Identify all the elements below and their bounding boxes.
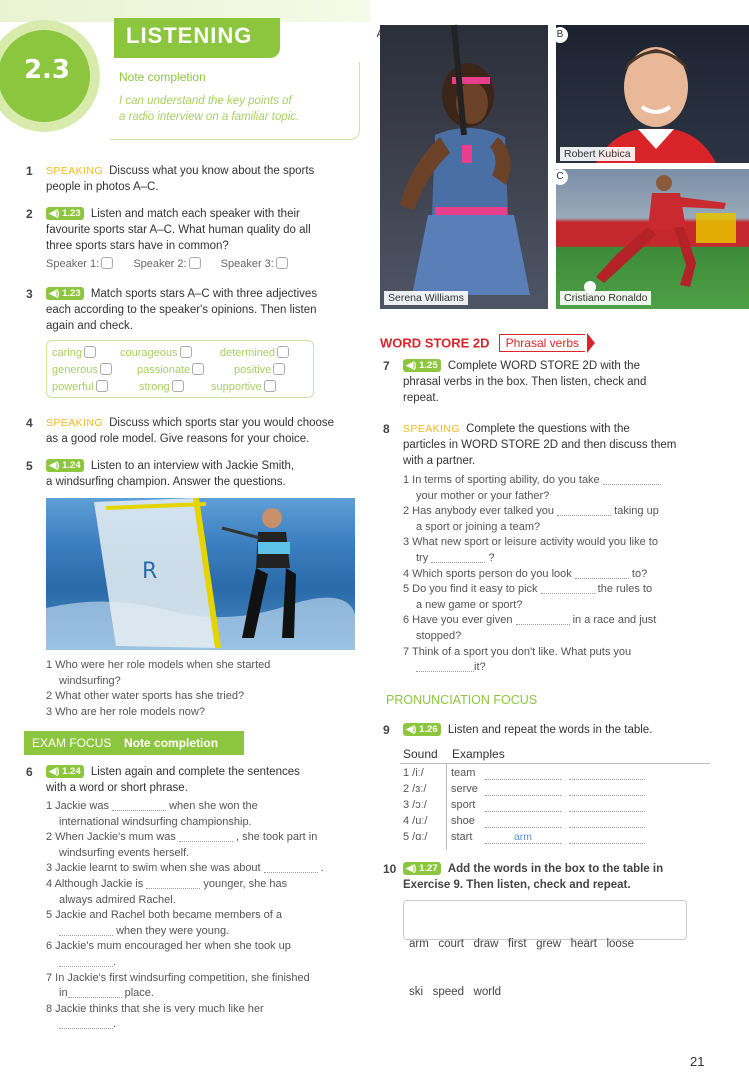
- answer-blank[interactable]: [485, 783, 561, 796]
- footballer-illustration: [556, 169, 749, 309]
- objective-line-1: I can understand the key points of: [119, 95, 292, 107]
- exercise-2: [26, 206, 356, 272]
- sentence-item: 1 Jackie was when she won the: [46, 800, 258, 812]
- instruction-line-1: Complete the questions with the: [466, 423, 630, 435]
- instruction-line-1: Listen again and complete the sentences: [90, 766, 300, 778]
- section-title-tab: [114, 18, 280, 58]
- answer-blank[interactable]: [59, 1028, 113, 1029]
- sentence-item: 4 Although Jackie is younger, she has: [46, 877, 288, 890]
- sentence-item: 5 Jackie and Rachel both became members of a: [46, 909, 283, 922]
- adjective-item[interactable]: caring: [52, 346, 96, 359]
- windsurfer-illustration: [46, 498, 355, 650]
- answer-blank[interactable]: [264, 872, 318, 873]
- exercise-number: 9: [383, 723, 390, 737]
- instruction-line-1: Listen and match each speaker with their: [90, 208, 300, 220]
- exercise-number: 1: [26, 164, 33, 178]
- photo-letter-c: C: [552, 169, 568, 185]
- instruction-line-3: again and check.: [46, 320, 133, 332]
- exam-focus-label: EXAM FOCUS: [32, 736, 112, 750]
- audio-track-icon[interactable]: ◀) 1.23: [46, 207, 84, 220]
- table-row: [403, 799, 703, 815]
- question-item: 7 Think of a sport you don't like. What puts you: [403, 645, 632, 658]
- answer-blank-filled[interactable]: arm: [485, 831, 561, 844]
- audio-track-icon[interactable]: ◀) 1.23: [46, 287, 84, 300]
- exercise-number: 4: [26, 416, 33, 430]
- exam-focus-title: Note completion: [124, 736, 219, 750]
- answer-blank[interactable]: [112, 810, 166, 811]
- question-item: 4 Which sports person do you look to?: [403, 567, 648, 580]
- exercise-number: 6: [26, 765, 33, 779]
- question-item: 2 Has anybody ever talked you taking up: [403, 505, 659, 518]
- sentence-item: 7 In Jackie's first windsurfing competition, she finished: [46, 971, 310, 984]
- question-item-cont: windsurfing?: [59, 674, 121, 687]
- audio-track-icon[interactable]: ◀) 1.24: [46, 765, 84, 778]
- objective-block: [110, 62, 360, 140]
- tab-arrow-icon: [587, 333, 595, 353]
- photo-letter-a: A: [376, 29, 384, 40]
- photo-caption-b: Robert Kubica: [560, 147, 635, 161]
- answer-blank[interactable]: [485, 767, 561, 780]
- pronunciation-focus-title: PRONUNCIATION FOCUS: [386, 693, 538, 707]
- column-header-examples: Examples: [452, 747, 505, 761]
- question-item-cont: it?: [403, 660, 733, 676]
- question-item-cont: stopped?: [416, 629, 462, 642]
- instruction-line-2: each according to the speaker's opinions. Then listen: [46, 304, 317, 316]
- instruction-line-2: with a word or short phrase.: [46, 782, 188, 794]
- exercise-6-sentences: [46, 799, 356, 1033]
- instruction-line-3: repeat.: [403, 392, 439, 404]
- sound-cell: 1 /iː/: [403, 767, 424, 779]
- speaking-tag: SPEAKING: [46, 165, 103, 177]
- table-row: [403, 815, 703, 831]
- instruction-line-2: favourite sports star A–C. What human quality do all: [46, 224, 311, 236]
- exercise-5: [26, 458, 356, 490]
- tennis-player-illustration: [380, 25, 548, 309]
- answer-blank[interactable]: [416, 671, 474, 672]
- exercise-7: [383, 358, 713, 406]
- exercise-5-questions: [46, 658, 356, 720]
- speaker-1-box[interactable]: [101, 257, 113, 269]
- question-item: 3 What new sport or leisure activity would you like to: [403, 536, 658, 549]
- speaking-tag: SPEAKING: [403, 423, 460, 435]
- instruction-line-1: Complete WORD STORE 2D with the: [447, 360, 640, 372]
- answer-blank[interactable]: [59, 966, 113, 967]
- driver-portrait-illustration: [556, 25, 749, 163]
- adjective-item[interactable]: powerful: [52, 380, 108, 393]
- instruction-line-2: phrasal verbs in the box. Then listen, check and: [403, 376, 647, 388]
- table-row: [403, 831, 703, 847]
- question-item-cont: your mother or your father?: [416, 489, 550, 502]
- answer-blank[interactable]: [485, 815, 561, 828]
- adjective-item[interactable]: positive: [234, 363, 285, 376]
- answer-blank[interactable]: [557, 515, 611, 516]
- sentence-item-cont: international windsurfing championship.: [59, 815, 252, 828]
- instruction-text: Listen and repeat the words in the table.: [447, 724, 653, 736]
- question-item: 6 Have you ever given in a race and just: [403, 614, 657, 627]
- svg-text:R: R: [142, 559, 158, 584]
- audio-track-icon[interactable]: ◀) 1.25: [403, 359, 441, 372]
- answer-blank[interactable]: [569, 831, 645, 844]
- question-item: 2 What other water sports has she tried?: [46, 690, 245, 703]
- objective-line-2: a radio interview on a familiar topic.: [119, 111, 300, 123]
- adjective-item[interactable]: courageous: [120, 346, 192, 359]
- word-box: [403, 900, 687, 998]
- answer-blank[interactable]: [516, 624, 570, 625]
- photo-caption-c: Cristiano Ronaldo: [560, 291, 651, 305]
- question-item: 5 Do you find it easy to pick the rules to: [403, 583, 653, 596]
- pronunciation-table: [400, 744, 710, 850]
- instruction-line-1: Listen to an interview with Jackie Smith,: [90, 460, 295, 472]
- question-item-cont: a new game or sport?: [416, 598, 523, 611]
- answer-blank[interactable]: [485, 799, 561, 812]
- answer-blank[interactable]: [146, 888, 200, 889]
- instruction-line-3: with a partner.: [403, 455, 476, 467]
- photo-a-serena: [376, 25, 548, 309]
- adjective-item[interactable]: strong: [139, 380, 184, 393]
- photo-c-ronaldo: [556, 169, 749, 309]
- adjective-item[interactable]: passionate: [137, 363, 204, 376]
- instruction-line-3: three sports stars have in common?: [46, 240, 229, 252]
- sentence-item-cont: in place.: [59, 987, 154, 1000]
- answer-blank[interactable]: [569, 767, 645, 780]
- table-row: [403, 783, 703, 799]
- photo-letter-b: B: [552, 27, 568, 43]
- question-item: 1 In terms of sporting ability, do you take: [403, 473, 733, 489]
- answer-blank[interactable]: [575, 578, 629, 579]
- sound-cell: 3 /ɔː/: [403, 799, 427, 811]
- word-store-tab: [499, 334, 585, 352]
- speaker-3-box[interactable]: [276, 257, 288, 269]
- word-box-line-1: arm court draw first grew heart loose: [409, 938, 634, 950]
- word-store-header: [380, 333, 640, 355]
- header: [0, 0, 370, 150]
- answer-blank[interactable]: [59, 935, 113, 936]
- answer-blank[interactable]: [179, 841, 233, 842]
- instruction-line-1: Match sports stars A–C with three adjectives: [90, 288, 318, 300]
- exercise-number: 2: [26, 207, 33, 221]
- speaker-3-label: Speaker 3:: [220, 258, 274, 270]
- sentence-item-cont: windsurfing events herself.: [59, 846, 190, 859]
- speaker-2-box[interactable]: [189, 257, 201, 269]
- exercise-6: [26, 764, 356, 796]
- table-row: [403, 767, 703, 783]
- example-cell: serve: [451, 783, 478, 795]
- answer-blank[interactable]: [569, 815, 645, 828]
- sound-cell: 2 /ɜː/: [403, 783, 427, 795]
- sentence-item-cont: when they were young.: [46, 924, 356, 940]
- instruction-line-2: particles in WORD STORE 2D and then discuss them: [403, 439, 677, 451]
- page-number: 21: [690, 1054, 705, 1069]
- instruction-line-2: Exercise 9. Then listen, check and repeat.: [403, 879, 631, 891]
- answer-blank[interactable]: [569, 783, 645, 796]
- question-item: 1 Who were her role models when she started: [46, 659, 271, 671]
- question-item-cont: a sport or joining a team?: [416, 520, 541, 533]
- sentence-item: 6 Jackie's mum encouraged her when she took up: [46, 940, 291, 953]
- subtitle: Note completion: [119, 70, 206, 84]
- sentence-item: 2 When Jackie's mum was , she took part in: [46, 831, 318, 844]
- question-item: 3 Who are her role models now?: [46, 705, 205, 718]
- instruction-line-2: as a good role model. Give reasons for your choice.: [46, 433, 310, 445]
- word-store-tab-label: Phrasal verbs: [505, 336, 579, 350]
- exercise-number: 7: [383, 359, 390, 373]
- column-header-sound: Sound: [403, 747, 438, 761]
- instruction-line-2: people in photos A–C.: [46, 181, 159, 193]
- sentence-item-cont: always admired Rachel.: [59, 893, 176, 906]
- audio-track-icon[interactable]: ◀) 1.24: [46, 459, 84, 472]
- instruction-line-1: Discuss which sports star you would choose: [109, 417, 335, 429]
- example-cell: team: [451, 767, 476, 779]
- answer-blank[interactable]: [68, 997, 122, 998]
- adjective-item[interactable]: determined: [220, 346, 289, 359]
- exercise-9: [383, 722, 723, 738]
- word-box-line-2: ski speed world: [409, 986, 502, 998]
- windsurfing-photo: [46, 498, 355, 650]
- exercise-number: 3: [26, 287, 33, 301]
- adjective-item[interactable]: generous: [52, 363, 112, 376]
- sentence-item-cont: .: [46, 955, 356, 971]
- speaker-1-label: Speaker 1:: [46, 258, 100, 270]
- exercise-3: [26, 286, 356, 334]
- exam-focus-banner: [24, 731, 244, 755]
- photo-caption-a: Serena Williams: [384, 291, 468, 305]
- answer-blank[interactable]: [569, 799, 645, 812]
- adjective-item[interactable]: supportive: [211, 380, 276, 393]
- sentence-item: 8 Jackie thinks that she is very much like her: [46, 1002, 264, 1015]
- answer-blank[interactable]: [603, 484, 661, 485]
- exercise-8: [383, 421, 713, 469]
- answer-blank[interactable]: [541, 593, 595, 594]
- exercise-number: 10: [383, 862, 397, 876]
- instruction-line-1: Add the words in the box to the table in: [447, 863, 664, 875]
- photo-b-kubica: [556, 25, 749, 163]
- example-cell: start: [451, 831, 473, 843]
- section-title: LISTENING: [126, 23, 253, 48]
- speaker-answer-row: [46, 256, 356, 272]
- adjective-box: [46, 340, 314, 398]
- audio-track-icon[interactable]: ◀) 1.26: [403, 723, 441, 736]
- exercise-number: 5: [26, 459, 33, 473]
- sentence-item: 3 Jackie learnt to swim when she was about .: [46, 862, 324, 875]
- answer-blank[interactable]: [431, 562, 485, 563]
- question-item-cont: try ?: [416, 551, 495, 564]
- speaker-2-label: Speaker 2:: [133, 258, 187, 270]
- instruction-line-1: Discuss what you know about the sports: [109, 165, 315, 177]
- sound-cell: 5 /ɑː/: [403, 831, 428, 843]
- speaking-tag: SPEAKING: [46, 417, 103, 429]
- exercise-10: [383, 861, 723, 893]
- sentence-item-cont: .: [46, 1017, 356, 1033]
- exercise-8-questions: [403, 473, 733, 676]
- lesson-number: 2.3: [23, 55, 71, 85]
- exercise-number: 8: [383, 422, 390, 436]
- exercise-1: [26, 163, 356, 195]
- word-store-title: WORD STORE 2D: [380, 335, 490, 351]
- table-header: [400, 744, 710, 764]
- instruction-line-2: a windsurfing champion. Answer the questions.: [46, 476, 286, 488]
- example-cell: shoe: [451, 815, 475, 827]
- audio-track-icon[interactable]: ◀) 1.27: [403, 862, 441, 875]
- sound-cell: 4 /uː/: [403, 815, 428, 827]
- exercise-4: [26, 415, 356, 447]
- example-cell: sport: [451, 799, 476, 811]
